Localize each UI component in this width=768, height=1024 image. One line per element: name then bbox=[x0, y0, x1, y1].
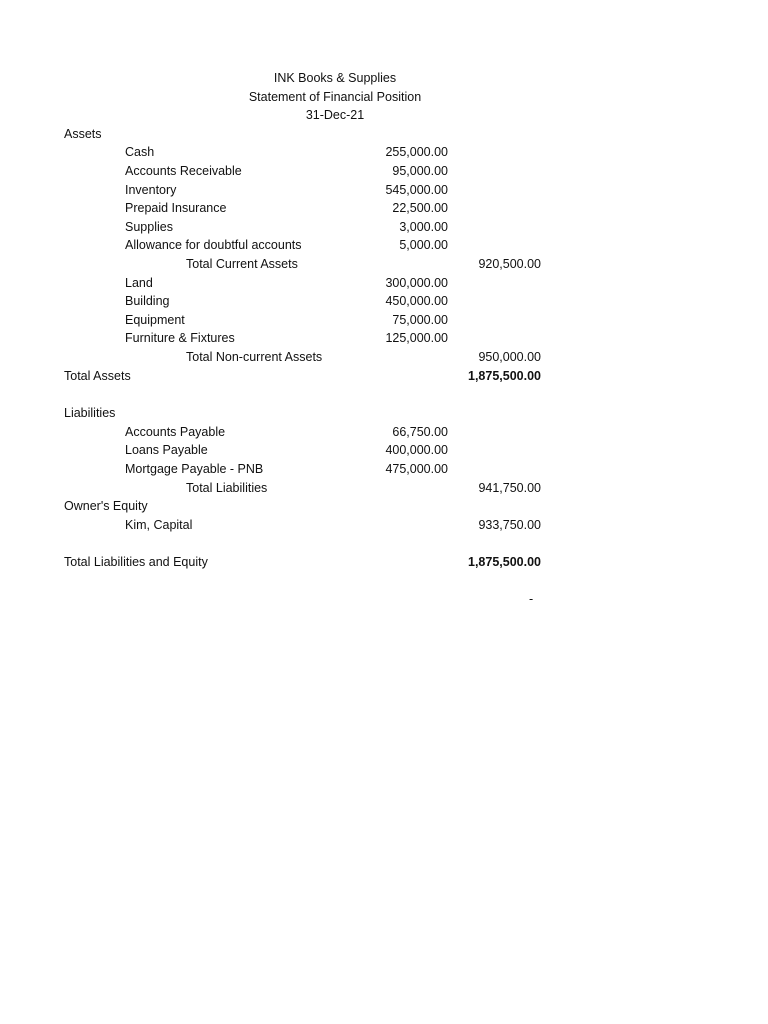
company-name: INK Books & Supplies bbox=[273, 71, 397, 85]
asset-label-cash: Cash bbox=[125, 145, 155, 159]
asset-label-prepaid-insurance: Prepaid Insurance bbox=[125, 201, 227, 215]
equity-label-kim-capital: Kim, Capital bbox=[125, 518, 193, 532]
liability-label-mortgage-payable: Mortgage Payable - PNB bbox=[125, 462, 264, 476]
asset-amount-supplies: 3,000.00 bbox=[399, 220, 448, 234]
asset-amount-furniture-fixtures: 125,000.00 bbox=[385, 331, 448, 345]
liability-amount-loans-payable: 400,000.00 bbox=[385, 443, 448, 457]
liability-label-accounts-payable: Accounts Payable bbox=[125, 425, 226, 439]
total-noncurrent-assets-amount: 950,000.00 bbox=[478, 350, 541, 364]
liability-amount-accounts-payable: 66,750.00 bbox=[392, 425, 448, 439]
total-assets-label: Total Assets bbox=[64, 369, 131, 383]
asset-label-inventory: Inventory bbox=[125, 183, 177, 197]
total-liabilities-equity-label: Total Liabilities and Equity bbox=[64, 555, 208, 569]
asset-amount-building: 450,000.00 bbox=[385, 294, 448, 308]
liability-amount-mortgage-payable: 475,000.00 bbox=[385, 462, 448, 476]
asset-label-building: Building bbox=[125, 294, 170, 308]
asset-label-accounts-receivable: Accounts Receivable bbox=[125, 164, 242, 178]
total-liabilities-equity-amount: 1,875,500.00 bbox=[468, 555, 541, 569]
total-noncurrent-assets-label: Total Non-current Assets bbox=[186, 350, 323, 364]
total-current-assets-amount: 920,500.00 bbox=[478, 257, 541, 271]
asset-amount-allowance-doubtful: 5,000.00 bbox=[399, 238, 448, 252]
equity-amount-kim-capital: 933,750.00 bbox=[478, 518, 541, 532]
asset-label-supplies: Supplies bbox=[125, 220, 173, 234]
statement-date: 31-Dec-21 bbox=[305, 108, 365, 122]
owners-equity-heading: Owner's Equity bbox=[64, 499, 148, 513]
total-assets-amount: 1,875,500.00 bbox=[468, 369, 541, 383]
total-liabilities-label: Total Liabilities bbox=[186, 481, 268, 495]
trailing-dash: - bbox=[529, 592, 534, 606]
assets-heading: Assets bbox=[64, 127, 102, 141]
asset-label-land: Land bbox=[125, 276, 153, 290]
statement-title: Statement of Financial Position bbox=[248, 90, 422, 104]
asset-amount-prepaid-insurance: 22,500.00 bbox=[392, 201, 448, 215]
asset-amount-accounts-receivable: 95,000.00 bbox=[392, 164, 448, 178]
total-liabilities-amount: 941,750.00 bbox=[478, 481, 541, 495]
asset-label-equipment: Equipment bbox=[125, 313, 185, 327]
asset-label-allowance-doubtful: Allowance for doubtful accounts bbox=[125, 238, 302, 252]
liabilities-heading: Liabilities bbox=[64, 406, 116, 420]
asset-label-furniture-fixtures: Furniture & Fixtures bbox=[125, 331, 235, 345]
asset-amount-inventory: 545,000.00 bbox=[385, 183, 448, 197]
asset-amount-cash: 255,000.00 bbox=[385, 145, 448, 159]
asset-amount-equipment: 75,000.00 bbox=[392, 313, 448, 327]
total-current-assets-label: Total Current Assets bbox=[186, 257, 298, 271]
asset-amount-land: 300,000.00 bbox=[385, 276, 448, 290]
liability-label-loans-payable: Loans Payable bbox=[125, 443, 208, 457]
